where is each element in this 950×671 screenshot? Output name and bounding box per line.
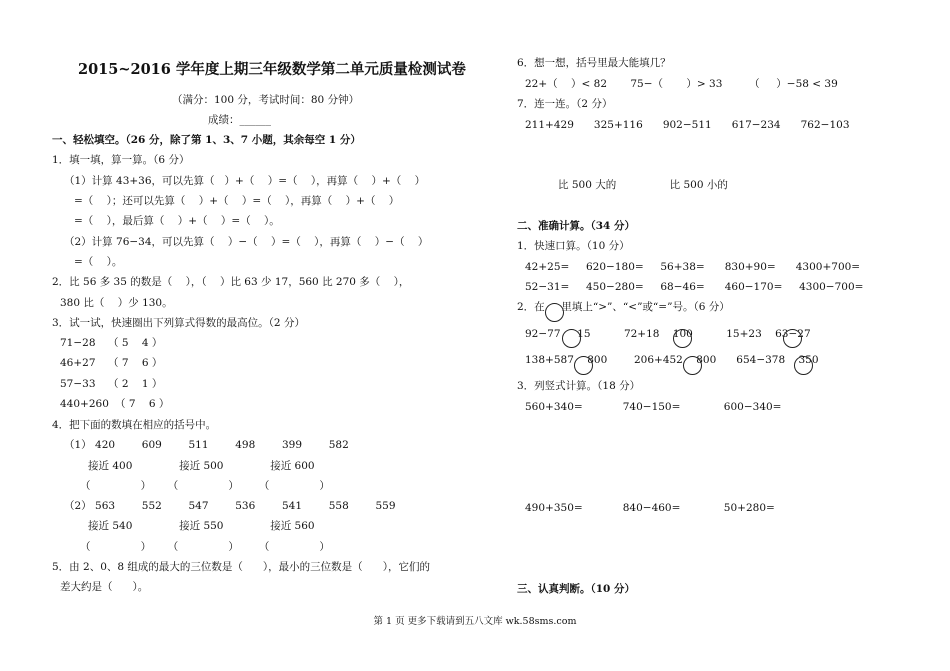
compare-circle[interactable] bbox=[794, 356, 813, 375]
q7-expressions: 211+429 325+116 902−511 617−234 762−103 bbox=[525, 119, 850, 131]
vertical-calc-row: 490+350= 840−460= 50+280= bbox=[525, 502, 775, 514]
compare-circle[interactable] bbox=[783, 329, 802, 348]
compare-circle[interactable] bbox=[683, 356, 702, 375]
q4-labels: 接近 540 接近 550 接近 560 bbox=[88, 520, 315, 532]
q1-stem: 1．填一填，算一算。（6 分） bbox=[52, 154, 190, 166]
q3-expr: 46+27 bbox=[60, 357, 96, 369]
q3-expr: 57−33 bbox=[60, 378, 96, 390]
q1-line: =（ ）。 bbox=[74, 256, 123, 268]
section3-heading: 三、认真判断。（10 分） bbox=[517, 583, 636, 595]
exam-info: （满分：100 分，考试时间：80 分钟） bbox=[172, 94, 360, 106]
q5-line: 5．由 2、0、8 组成的最大的三位数是（ ），最小的三位数是（ ），它们的 bbox=[52, 561, 430, 573]
q7-labels: 比 500 大的 比 500 小的 bbox=[558, 179, 728, 191]
q4-brackets: （ ） （ ） （ ） bbox=[80, 541, 330, 553]
q4-numbers: （2） 563 552 547 536 541 558 559 bbox=[64, 500, 396, 512]
q1-line: =（ ），最后算（ ）+（ ）=（ ）。 bbox=[74, 215, 280, 227]
q4-brackets: （ ） （ ） （ ） bbox=[80, 480, 330, 492]
compare-row: 92−77 15 72+18 100 15+23 63−27 bbox=[525, 328, 811, 340]
q4-numbers: （1） 420 609 511 498 399 582 bbox=[64, 439, 349, 451]
q6-stem: 6．想一想，括号里最大能填几？ bbox=[517, 57, 671, 69]
q5-line: 差大约是（ ）。 bbox=[60, 581, 149, 593]
section1-heading: 一、轻松填空。（26 分，除了第 1、3、7 小题，其余每空 1 分） bbox=[52, 134, 361, 146]
q4-stem: 4．把下面的数填在相应的括号中。 bbox=[52, 419, 217, 431]
q3-options: （ 7 6 ） bbox=[108, 357, 163, 369]
vertical-calc-row: 560+340= 740−150= 600−340= bbox=[525, 401, 782, 413]
compare-circle[interactable] bbox=[562, 329, 581, 348]
oral-calc-row: 52−31= 450−280= 68−46= 460−170= 4300−700= bbox=[525, 281, 864, 293]
q3-options: （ 5 4 ） bbox=[108, 337, 163, 349]
q4-labels: 接近 400 接近 500 接近 600 bbox=[88, 460, 315, 472]
q2-line: 2．比 56 多 35 的数是（ ），（ ）比 63 少 17，560 比 270 多（ ）， bbox=[52, 276, 410, 288]
q3-expr: 440+260 bbox=[60, 398, 109, 410]
q1-line: （2）计算 76−34，可以先算（ ）−（ ）=（ ），再算（ ）−（ ） bbox=[64, 236, 429, 248]
calc-q3-stem: 3．列竖式计算。（18 分） bbox=[517, 380, 641, 392]
q3-options: （ 2 1 ） bbox=[108, 378, 163, 390]
page-footer: 第 1 页 更多下载请到五八文库 wk.58sms.com bbox=[373, 616, 577, 627]
q1-line: （1）计算 43+36，可以先算（ ）+（ ）=（ ），再算（ ）+（ ） bbox=[64, 175, 426, 187]
score-field: 成绩：______ bbox=[208, 114, 271, 126]
q3-expr: 71−28 bbox=[60, 337, 96, 349]
q3-stem: 3．试一试，快速圈出下列算式得数的最高位。（2 分） bbox=[52, 317, 305, 329]
calc-q2-stem: 2．在 里填上“>”、“<”或“=”号。（6 分） bbox=[517, 301, 730, 313]
section2-heading: 二、准确计算。（34 分） bbox=[517, 220, 636, 232]
compare-circle[interactable] bbox=[673, 329, 692, 348]
page-title: 2015~2016 学年度上期三年级数学第二单元质量检测试卷 bbox=[78, 61, 466, 78]
compare-circle[interactable] bbox=[545, 303, 564, 322]
oral-calc-row: 42+25= 620−180= 56+38= 830+90= 4300+700= bbox=[525, 261, 861, 273]
q2-line: 380 比（ ）少 130。 bbox=[60, 297, 173, 309]
q6-line: 22+（ ）< 82 75−（ ）> 33 （ ）−58 < 39 bbox=[525, 78, 838, 90]
q3-options: （ 7 6 ） bbox=[115, 398, 170, 410]
calc-q1-stem: 1．快速口算。（10 分） bbox=[517, 240, 630, 252]
compare-circle[interactable] bbox=[574, 356, 593, 375]
compare-row: 138+587 800 206+452 800 654−378 350 bbox=[525, 354, 819, 366]
q1-line: =（ ）；还可以先算（ ）+（ ）=（ ），再算（ ）+（ ） bbox=[74, 195, 400, 207]
q7-stem: 7．连一连。（2 分） bbox=[517, 98, 613, 110]
